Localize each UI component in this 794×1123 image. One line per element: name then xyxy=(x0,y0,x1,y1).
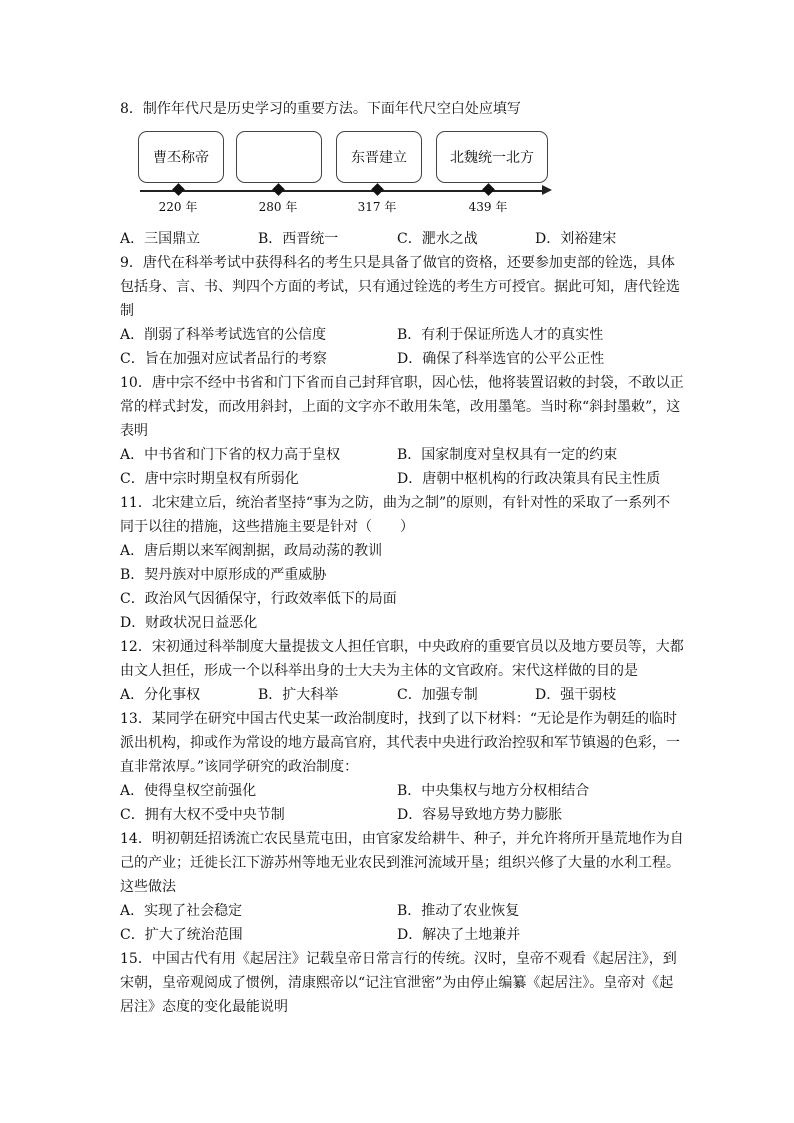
q14-line: 己的产业；迁徙长江下游苏州等地无业农民到淮河流域开垦；组织兴修了大量的水利工程。 xyxy=(120,855,680,871)
q11-option-d: D．财政状况日益恶化 xyxy=(120,615,258,631)
q8-option-c: C．淝水之战 xyxy=(397,231,478,247)
q10-line: 表明 xyxy=(120,423,148,439)
timeline-marker xyxy=(482,183,495,196)
q12-option-c: C．加强专制 xyxy=(397,687,478,703)
timeline-year: 220 年 xyxy=(158,200,198,214)
q12-option-a: A．分化事权 xyxy=(120,687,201,703)
q14-option-d: D．解决了土地兼并 xyxy=(397,927,521,943)
q10-line: 10．唐中宗不经中书省和门下省而自己封拜官职，因心怯，他将装置诏敕的封袋，不敢以正 xyxy=(120,375,684,391)
timeline-year: 280 年 xyxy=(258,200,298,214)
q9-option-c: C．旨在加强对应试者品行的考察 xyxy=(120,351,327,367)
q12-line: 由文人担任，形成一个以科举出身的士大夫为主体的文官政府。宋代这样做的目的是 xyxy=(120,663,638,679)
q15-line: 15．中国古代有用《起居注》记载皇帝日常言行的传统。汉时，皇帝不观看《起居注》，到 xyxy=(120,951,677,967)
q11-option-b: B．契丹族对中原形成的严重威胁 xyxy=(120,567,327,583)
q10-option-c: C．唐中宗时期皇权有所弱化 xyxy=(120,471,299,487)
q12-line: 12．宋初通过科举制度大量提拔文人担任官职，中央政府的重要官员以及地方要员等，大都 xyxy=(120,639,684,655)
timeline-marker xyxy=(371,183,384,196)
q10-option-b: B．国家制度对皇权具有一定的约束 xyxy=(397,447,618,463)
q15-line: 宋朝，皇帝观阅成了惯例，清康熙帝以“记注官泄密”为由停止编纂《起居注》。皇帝对《起 xyxy=(120,975,674,991)
q9-line: 包括身、言、书、判四个方面的考试，只有通过铨选的考生方可授官。据此可知，唐代铨选 xyxy=(120,279,680,295)
q9-line: 9．唐代在科举考试中获得科名的考生只是具备了做官的资格，还要参加吏部的铨选，具体 xyxy=(120,255,675,271)
q13-line: 13．某同学在研究中国古代史某一政治制度时，找到了以下材料：“无论是作为朝廷的临时 xyxy=(120,711,677,727)
q8-option-a: A．三国鼎立 xyxy=(120,231,201,247)
q14-line: 14．明初朝廷招诱流亡农民垦荒屯田，由官家发给耕牛、种子，并允许将所开垦荒地作为自 xyxy=(120,831,684,847)
q11-option-a: A．唐后期以来军阀割据，政局动荡的教训 xyxy=(120,543,383,559)
q14-option-a: A．实现了社会稳定 xyxy=(120,903,243,919)
q14-option-c: C．扩大了统治范围 xyxy=(120,927,243,943)
timeline-box-4: 北魏统一北方 xyxy=(436,131,548,183)
q11-line: 同于以往的措施，这些措施主要是针对（ ） xyxy=(120,519,414,535)
q9-option-d: D．确保了科举选官的公平公正性 xyxy=(397,351,605,367)
q13-line: 直非常浓厚。”该同学研究的政治制度： xyxy=(120,759,359,775)
q8-option-d: D．刘裕建宋 xyxy=(535,231,617,247)
q11-option-c: C．政治风气因循保守，行政效率低下的局面 xyxy=(120,591,397,607)
q13-line: 派出机构，抑或作为常设的地方最高官府，其代表中央进行政治控驭和军节镇遏的色彩，一 xyxy=(120,735,680,751)
timeline-year: 317 年 xyxy=(357,200,397,214)
q12-option-b: B．扩大科举 xyxy=(258,687,339,703)
q9-option-b: B．有利于保证所选人才的真实性 xyxy=(397,327,604,343)
q13-option-a: A．使得皇权空前强化 xyxy=(120,783,257,799)
q9-line: 制 xyxy=(120,303,134,319)
timeline-year: 439 年 xyxy=(468,200,508,214)
q10-option-a: A．中书省和门下省的权力高于皇权 xyxy=(120,447,341,463)
q12-option-d: D．强干弱枝 xyxy=(535,687,617,703)
q13-option-c: C．拥有大权不受中央节制 xyxy=(120,807,285,823)
timeline-marker xyxy=(272,183,285,196)
q10-option-d: D．唐朝中枢机构的行政决策具有民主性质 xyxy=(397,471,661,487)
q10-line: 常的样式封发，而改用斜封，上面的文字亦不敢用朱笔，改用墨笔。当时称“斜封墨敕”，这 xyxy=(120,399,681,415)
q8-stem: 8．制作年代尺是历史学习的重要方法。下面年代尺空白处应填写 xyxy=(120,101,521,117)
timeline-marker xyxy=(172,183,185,196)
timeline-box-blank xyxy=(236,131,322,183)
timeline xyxy=(130,128,560,228)
timeline-box-3: 东晋建立 xyxy=(336,131,422,183)
timeline-box-1: 曹丕称帝 xyxy=(138,131,224,183)
q9-option-a: A．削弱了科举考试选官的公信度 xyxy=(120,327,327,343)
q8-option-b: B．西晋统一 xyxy=(258,231,339,247)
q13-option-d: D．容易导致地方势力膨胀 xyxy=(397,807,563,823)
q15-line: 居注》态度的变化最能说明 xyxy=(120,999,288,1015)
q14-option-b: B．推动了农业恢复 xyxy=(397,903,520,919)
timeline-arrow-icon xyxy=(542,185,552,195)
q11-line: 11．北宋建立后，统治者坚持“事为之防，曲为之制”的原则，有针对性的采取了一系列不 xyxy=(120,495,671,511)
q13-option-b: B．中央集权与地方分权相结合 xyxy=(397,783,590,799)
q14-line: 这些做法 xyxy=(120,879,176,895)
